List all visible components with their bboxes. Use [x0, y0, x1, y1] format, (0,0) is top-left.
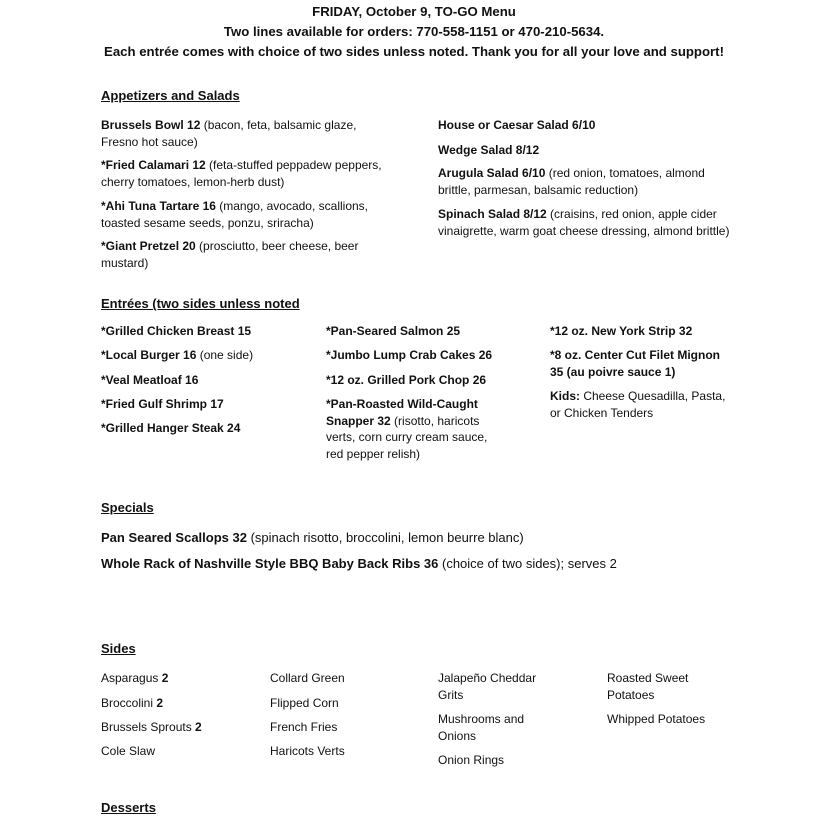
side-price: 2: [156, 696, 164, 710]
entree-item: [326, 396, 501, 462]
side-item: Onion Rings: [438, 753, 505, 767]
menu-header: [0, 2, 828, 62]
item-name: Kids:: [550, 389, 580, 403]
side-item: French Fries: [270, 720, 338, 734]
side-name: Asparagus: [101, 671, 162, 685]
item-name: House or Caesar Salad 6/10: [438, 118, 596, 132]
item-desc: (bacon, feta, balsamic glaze, Fresno hot sauce): [101, 118, 357, 149]
side-item: Mushrooms and Onions: [438, 712, 525, 743]
salad-item: [438, 117, 738, 134]
side-name: Brussels Sprouts: [101, 720, 196, 734]
item-name: Wedge Salad 8/12: [438, 143, 540, 157]
entree-item: [101, 396, 311, 413]
side-price: 2: [195, 720, 202, 734]
appetizer-item: [101, 157, 401, 190]
side-item: Whipped Potatoes: [607, 712, 706, 726]
item-name: Whole Rack of Nashville Style BBQ Baby Back Ribs 36: [101, 556, 439, 571]
item-name: *Giant Pretzel 20: [101, 239, 196, 253]
special-item: [101, 530, 524, 545]
entree-item: [101, 323, 311, 340]
item-name: *Jumbo Lump Crab Cakes 26: [326, 348, 493, 362]
side-item: Jalapeño Cheddar Grits: [438, 671, 537, 702]
item-name: *8 oz. Center Cut Filet Mignon 35 (au poivre sauce 1): [550, 348, 720, 379]
side-item: [101, 719, 202, 736]
item-desc: (one side): [196, 348, 254, 362]
appetizer-item: [101, 117, 391, 150]
side-name: Cole Slaw: [101, 744, 156, 758]
salad-item: [438, 142, 738, 159]
item-name: *Veal Meatloaf 16: [101, 373, 199, 387]
item-desc: (mango, avocado, scallions, toasted sesame seeds, ponzu, sriracha): [101, 199, 369, 230]
item-name: *Fried Calamari 12: [101, 158, 206, 172]
order-phone-lines: Two lines available for orders: 770-558-1151 or 470-210-5634.: [223, 24, 605, 39]
salad-item: [438, 206, 733, 239]
side-price: 2: [161, 671, 169, 685]
item-desc: (risotto, haricots verts, corn curry cream sauce, red pepper relish): [326, 413, 488, 461]
item-desc: (craisins, red onion, apple cider vinaigrette, warm goat cheese dressing, almond brittle): [438, 207, 730, 238]
item-desc: (prosciutto, beer cheese, beer mustard): [101, 239, 359, 270]
entrees-heading: Entrées (two sides unless noted: [101, 296, 300, 311]
item-name: *Grilled Hanger Steak 24: [101, 421, 241, 435]
item-name: *Fried Gulf Shrimp 17: [101, 397, 224, 411]
item-name: Brussels Bowl 12: [101, 118, 201, 132]
appetizer-item: [101, 238, 391, 271]
entree-item: [326, 347, 526, 364]
side-item: Haricots Verts: [270, 744, 345, 758]
sides-note: Each entrée comes with choice of two sides unless noted. Thank you for all your love and support!: [104, 44, 724, 59]
special-item: [101, 556, 617, 571]
side-item: Flipped Corn: [270, 696, 339, 710]
kids-menu: [550, 388, 735, 421]
item-desc: (spinach risotto, broccolini, lemon beurre blanc): [246, 530, 524, 545]
item-name: Pan Seared Scallops 32: [101, 530, 247, 545]
side-item: [101, 670, 168, 687]
item-name: *Local Burger 16: [101, 348, 197, 362]
side-item: Roasted Sweet Potatoes: [607, 671, 689, 702]
item-name: Spinach Salad 8/12: [438, 207, 547, 221]
item-desc: (red onion, tomatoes, almond brittle, parmesan, balsamic reduction): [438, 166, 705, 197]
item-name: *12 oz. Grilled Pork Chop 26: [326, 373, 487, 387]
entree-item: [101, 347, 311, 364]
menu-title: FRIDAY, October 9, TO-GO Menu: [312, 4, 516, 19]
side-item: Collard Green: [270, 671, 345, 685]
entree-item: [550, 323, 750, 340]
specials-heading: Specials: [101, 500, 154, 515]
side-item: [101, 743, 155, 760]
appetizers-heading: Appetizers and Salads: [101, 88, 240, 103]
item-desc: (choice of two sides); serves 2: [438, 556, 617, 571]
salad-item: [438, 165, 728, 198]
entree-item: [326, 372, 526, 389]
entree-item: [550, 347, 735, 380]
desserts-heading: Desserts: [101, 800, 156, 815]
side-name: Broccolini: [101, 696, 157, 710]
item-name: *Grilled Chicken Breast 15: [101, 324, 252, 338]
item-desc: Cheese Quesadilla, Pasta, or Chicken Tenders: [550, 389, 726, 420]
item-name: Arugula Salad 6/10: [438, 166, 546, 180]
item-name: *Ahi Tuna Tartare 16: [101, 199, 216, 213]
sides-heading: Sides: [101, 641, 136, 656]
appetizer-item: [101, 198, 391, 231]
item-name: *Pan-Seared Salmon 25: [326, 324, 461, 338]
item-name: *Pan-Roasted Wild-Caught Snapper 32: [326, 397, 478, 428]
item-name: *12 oz. New York Strip 32: [550, 324, 693, 338]
entree-item: [101, 372, 311, 389]
entree-item: [326, 323, 526, 340]
entree-item: [101, 420, 311, 437]
item-desc: (feta-stuffed peppadew peppers, cherry tomatoes, lemon-herb dust): [101, 158, 382, 189]
side-item: [101, 695, 163, 712]
